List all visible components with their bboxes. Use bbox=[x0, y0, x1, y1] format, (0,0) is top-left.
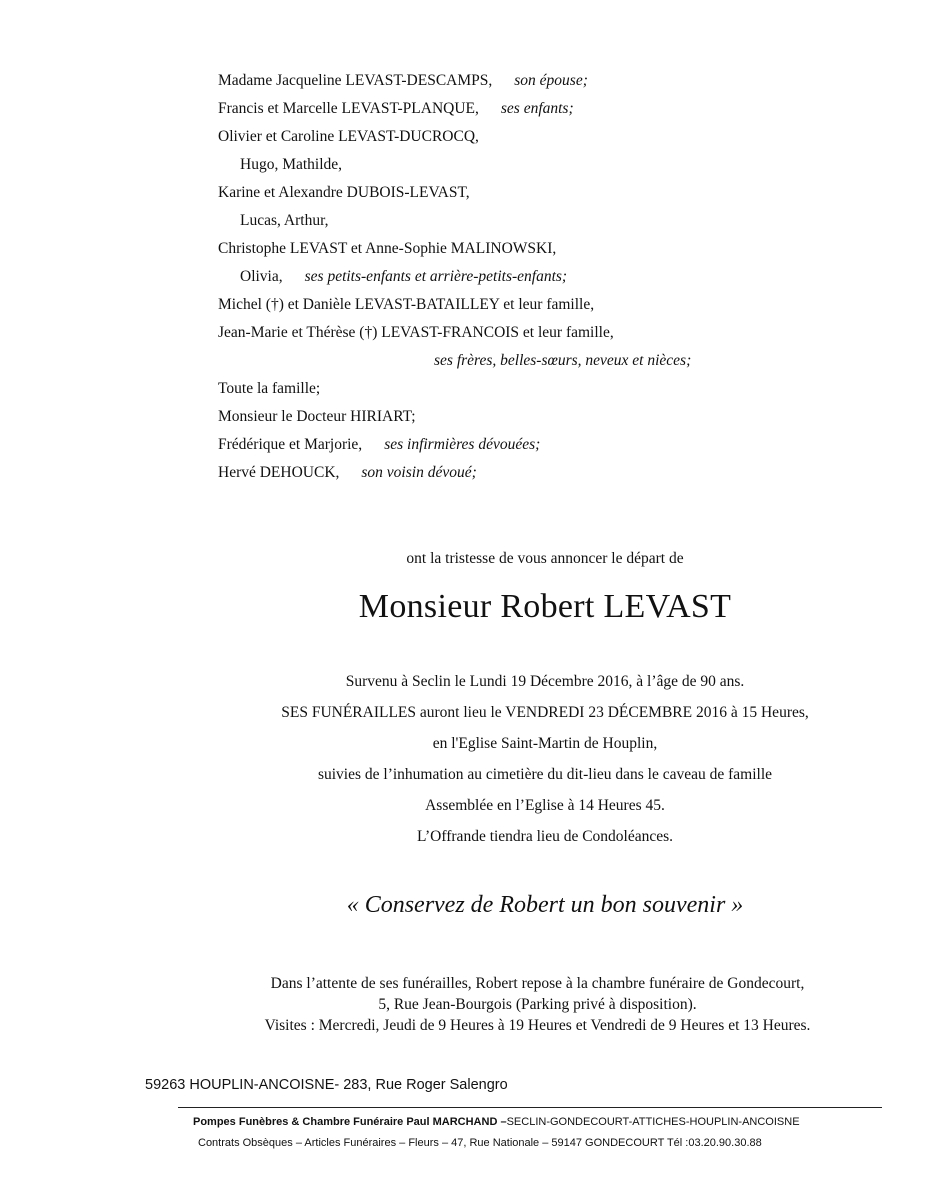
memorial-quote: « Conservez de Robert un bon souvenir » bbox=[346, 892, 744, 918]
family-line bbox=[434, 352, 691, 370]
detail-line: Survenu à Seclin le Lundi 19 Décembre 2016, à l’âge de 90 ans. bbox=[345, 673, 745, 690]
detail-line: en l'Eglise Saint-Martin de Houplin, bbox=[432, 735, 658, 752]
family-line: Karine et Alexandre DUBOIS-LEVAST, bbox=[218, 184, 470, 201]
family-line: Michel (†) et Danièle LEVAST-BATAILLEY et leur famille, bbox=[218, 296, 595, 313]
announcement-text: ont la tristesse de vous annoncer le départ de bbox=[406, 550, 684, 567]
family-line: Jean-Marie et Thérèse (†) LEVAST-FRANCOIS et leur famille, bbox=[218, 324, 614, 341]
relation-label: ses enfants; bbox=[500, 100, 574, 117]
family-line: Hugo, Mathilde, bbox=[240, 156, 343, 173]
company-locations: SECLIN-GONDECOURT-ATTICHES-HOUPLIN-ANCOISNE bbox=[506, 1116, 800, 1128]
detail-line: Assemblée en l’Eglise à 14 Heures 45. bbox=[425, 797, 665, 814]
family-line: Christophe LEVAST et Anne-Sophie MALINOWSKI, bbox=[218, 240, 557, 257]
deceased-name: Monsieur Robert LEVAST bbox=[358, 588, 732, 625]
family-line: Lucas, Arthur, bbox=[240, 212, 329, 229]
services-line: Contrats Obsèques – Articles Funéraires – Fleurs – 47, Rue Nationale – 59147 GONDECOURT Tél :03.20.90.30.88 bbox=[198, 1137, 762, 1149]
company-name: Pompes Funèbres & Chambre Funéraire Paul MARCHAND – bbox=[193, 1116, 507, 1128]
relation-label: ses infirmières dévouées; bbox=[384, 436, 541, 453]
family-line: Monsieur le Docteur HIRIART; bbox=[218, 408, 416, 425]
relation-label: son voisin dévoué; bbox=[361, 464, 477, 481]
family-line: Toute la famille; bbox=[218, 380, 321, 397]
address-line: 59263 HOUPLIN-ANCOISNE- 283, Rue Roger Salengro bbox=[145, 1077, 508, 1093]
rest-info-line: 5, Rue Jean-Bourgois (Parking privé à disposition). bbox=[378, 996, 697, 1013]
family-line: Olivia, ses petits-enfants et arrière-petits-enfants; bbox=[240, 268, 568, 285]
family-line: Francis et Marcelle LEVAST-PLANQUE, ses enfants; bbox=[218, 100, 574, 117]
family-line: Frédérique et Marjorie, ses infirmières dévouées; bbox=[218, 436, 541, 453]
relation-label: ses petits-enfants et arrière-petits-enfants; bbox=[304, 268, 568, 285]
rest-info-line: Visites : Mercredi, Jeudi de 9 Heures à 19 Heures et Vendredi de 9 Heures et 13 Heures. bbox=[264, 1017, 811, 1034]
rest-info-line: Dans l’attente de ses funérailles, Robert repose à la chambre funéraire de Gondecourt, bbox=[270, 975, 805, 992]
detail-line: SES FUNÉRAILLES auront lieu le VENDREDI 23 DÉCEMBRE 2016 à 15 Heures, bbox=[281, 704, 809, 721]
relation-label: son épouse; bbox=[514, 72, 588, 89]
footer-divider bbox=[178, 1107, 882, 1108]
family-line: Madame Jacqueline LEVAST-DESCAMPS, son épouse; bbox=[218, 72, 588, 89]
family-line: Hervé DEHOUCK, son voisin dévoué; bbox=[218, 464, 477, 481]
funeral-home-line bbox=[193, 1116, 800, 1128]
detail-line: L’Offrande tiendra lieu de Condoléances. bbox=[416, 828, 674, 845]
family-line: Olivier et Caroline LEVAST-DUCROCQ, bbox=[218, 128, 479, 145]
detail-line: suivies de l’inhumation au cimetière du dit-lieu dans le caveau de famille bbox=[317, 766, 773, 783]
relation-label: ses frères, belles-sœurs, neveux et nièces; bbox=[434, 352, 692, 369]
